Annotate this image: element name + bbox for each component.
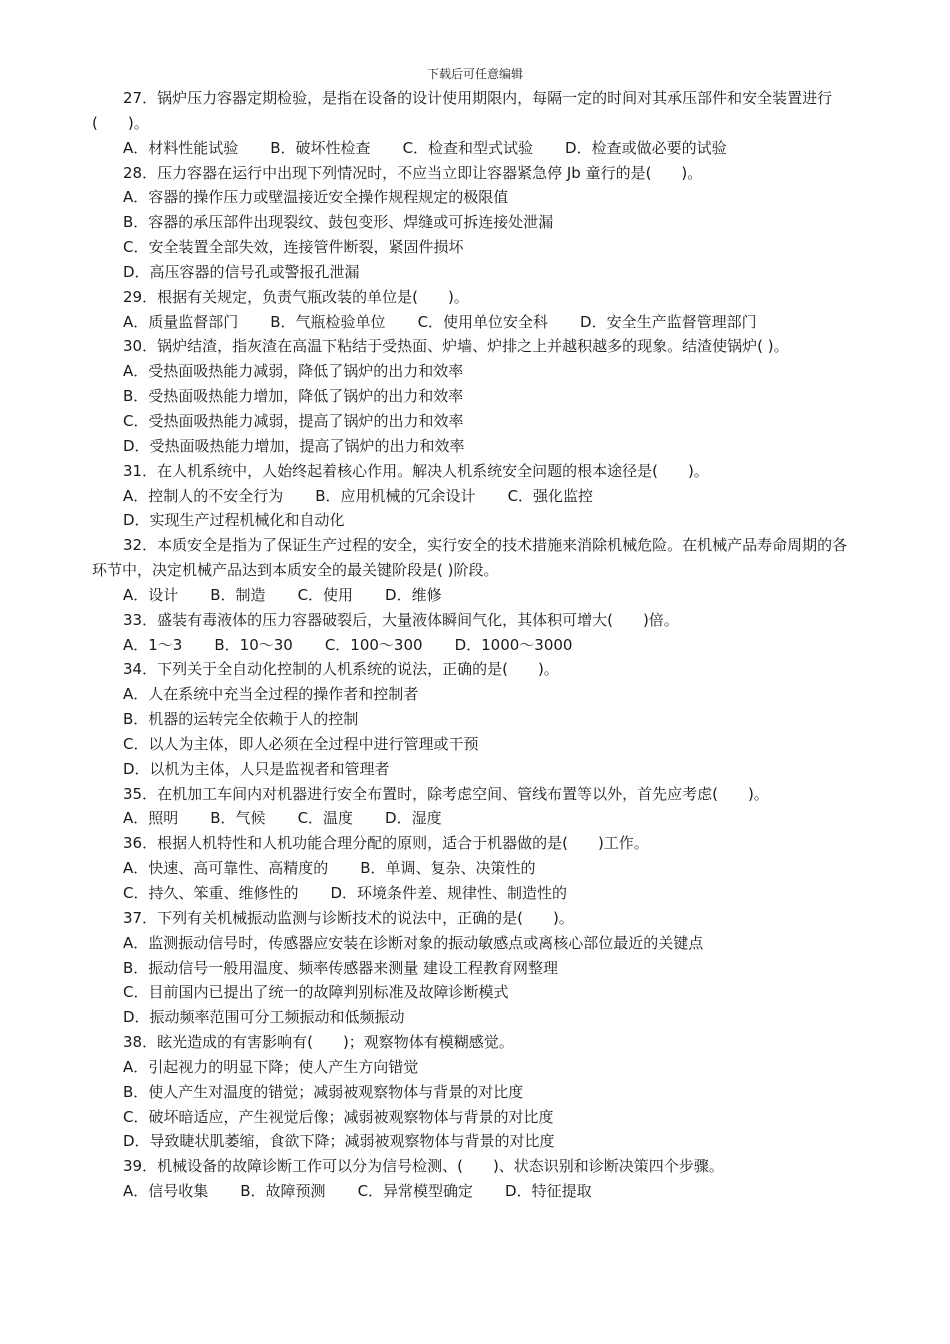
options-line bbox=[92, 384, 862, 409]
answer-option: D．高压容器的信号孔或警报孔泄漏 bbox=[123, 262, 360, 281]
answer-option: C．破坏暗适应，产生视觉后像；减弱被观察物体与背景的对比度 bbox=[123, 1107, 554, 1126]
question-text: 31．在人机系统中，人始终起着核心作用。解决人机系统安全问题的根本途径是( )。 bbox=[123, 461, 709, 480]
answer-option: B．故障预测 bbox=[240, 1182, 326, 1201]
answer-option: D．以机为主体，人只是监视者和管理者 bbox=[123, 759, 390, 778]
question-text: 32．本质安全是指为了保证生产过程的安全，实行安全的技术措施来消除机械危险。在机械产品寿命周期的各环节中，决定机械产品达到本质安全的最关键阶段是( )阶段。 bbox=[92, 536, 848, 580]
options-line bbox=[92, 881, 862, 906]
answer-option: B．受热面吸热能力增加，降低了锅炉的出力和效率 bbox=[123, 387, 464, 406]
options-line bbox=[92, 1105, 862, 1130]
answer-option: B．破坏性检查 bbox=[270, 138, 371, 157]
answer-option: B．单调、复杂、决策性的 bbox=[360, 859, 536, 878]
options-line bbox=[92, 136, 862, 161]
options-line bbox=[92, 210, 862, 235]
options-line bbox=[92, 1005, 862, 1030]
answer-option: A．快速、高可靠性、高精度的 bbox=[123, 859, 329, 878]
answer-option: A．受热面吸热能力减弱，降低了锅炉的出力和效率 bbox=[123, 362, 464, 381]
answer-option: D．安全生产监督管理部门 bbox=[580, 312, 757, 331]
options-line bbox=[92, 956, 862, 981]
question-text: 29．根据有关规定，负责气瓶改装的单位是( )。 bbox=[123, 287, 469, 306]
options-line bbox=[92, 1055, 862, 1080]
answer-option: C．目前国内已提出了统一的故障判别标准及故障诊断模式 bbox=[123, 983, 509, 1002]
answer-option: D．环境条件差、规律性、制造性的 bbox=[330, 884, 568, 902]
answer-option: C．异常模型确定 bbox=[357, 1182, 474, 1201]
options-line bbox=[92, 185, 862, 210]
answer-option: B．10～30 bbox=[214, 635, 293, 654]
answer-option: C．以人为主体，即人必须在全过程中进行管理或干预 bbox=[123, 734, 479, 753]
question-text: 37．下列有关机械振动监测与诊断技术的说法中，正确的是( )。 bbox=[123, 908, 574, 927]
options-line bbox=[92, 508, 862, 533]
answer-option: B．制造 bbox=[210, 585, 266, 604]
question-text: 28．压力容器在运行中出现下列情况时，不应当立即让容器紧急停 Jb 童行的是( )。 bbox=[123, 163, 703, 182]
options-line bbox=[92, 434, 862, 459]
answer-option: C．强化监控 bbox=[507, 486, 594, 505]
options-line bbox=[92, 682, 862, 707]
answer-option: D．1000～3000 bbox=[454, 635, 573, 654]
options-line bbox=[92, 732, 862, 757]
options-line bbox=[92, 1080, 862, 1105]
answer-option: A．容器的操作压力或壁温接近安全操作规程规定的极限值 bbox=[123, 188, 509, 207]
answer-option: A．质量监督部门 bbox=[123, 312, 239, 331]
answer-option: B．应用机械的冗余设计 bbox=[315, 486, 476, 505]
options-line bbox=[92, 633, 862, 658]
answer-option: B．振动信号一般用温度、频率传感器来测量 建设工程教育网整理 bbox=[123, 958, 559, 977]
options-line bbox=[92, 583, 862, 608]
options-line bbox=[92, 757, 862, 782]
answer-option: D．湿度 bbox=[385, 809, 442, 828]
question-text: 39．机械设备的故障诊断工作可以分为信号检测、( )、状态识别和诊断决策四个步骤。 bbox=[123, 1157, 724, 1176]
options-line bbox=[92, 484, 862, 509]
answer-option: A．引起视力的明显下降；使人产生方向错觉 bbox=[123, 1057, 419, 1076]
options-line bbox=[92, 310, 862, 335]
answer-option: D．导致睫状肌萎缩，食欲下降；减弱被观察物体与背景的对比度 bbox=[123, 1132, 555, 1151]
options-line bbox=[92, 1129, 862, 1154]
question-text: 34．下列关于全自动化控制的人机系统的说法，正确的是( )。 bbox=[123, 660, 559, 679]
answer-option: C．安全装置全部失效，连接管件断裂，紧固件损坏 bbox=[123, 238, 464, 257]
options-line bbox=[92, 707, 862, 732]
answer-option: D．检查或做必要的试验 bbox=[565, 138, 727, 157]
answer-option: A．监测振动信号时，传感器应安装在诊断对象的振动敏感点或离核心部位最近的关键点 bbox=[123, 933, 704, 952]
options-line bbox=[92, 931, 862, 956]
answer-option: D．振动频率范围可分工频振动和低频振动 bbox=[123, 1008, 405, 1027]
answer-option: C．温度 bbox=[297, 809, 354, 828]
options-line bbox=[92, 359, 862, 384]
question-text: 30．锅炉结渣，指灰渣在高温下粘结于受热面、炉墙、炉排之上并越积越多的现象。结渣使锅炉( )。 bbox=[123, 337, 789, 356]
answer-option: C．使用单位安全科 bbox=[417, 312, 549, 331]
answer-option: A．1～3 bbox=[123, 635, 183, 654]
answer-option: C．使用 bbox=[297, 585, 354, 604]
options-line bbox=[92, 806, 862, 831]
options-line bbox=[92, 980, 862, 1005]
answer-option: D．维修 bbox=[385, 585, 442, 604]
answer-option: A．材料性能试验 bbox=[123, 138, 239, 157]
answer-option: C．受热面吸热能力减弱，提高了锅炉的出力和效率 bbox=[123, 411, 464, 430]
answer-option: D．特征提取 bbox=[505, 1182, 592, 1201]
question-text: 33．盛装有毒液体的压力容器破裂后，大量液体瞬间气化，其体积可增大( )倍。 bbox=[123, 610, 679, 629]
options-line bbox=[92, 1179, 862, 1204]
answer-option: A．人在系统中充当全过程的操作者和控制者 bbox=[123, 685, 419, 704]
answer-option: C．持久、笨重、维修性的 bbox=[123, 884, 299, 902]
question-text: 35．在机加工车间内对机器进行安全布置时，除考虑空间、管线布置等以外，首先应考虑( )。 bbox=[123, 784, 769, 803]
answer-option: A．控制人的不安全行为 bbox=[123, 486, 284, 505]
answer-option: A．设计 bbox=[123, 585, 179, 604]
answer-option: B．机器的运转完全依赖于人的控制 bbox=[123, 710, 359, 729]
document-body bbox=[92, 86, 862, 1204]
question-text: 27．锅炉压力容器定期检验，是指在设备的设计使用期限内，每隔一定的时间对其承压部件和安全装置进行( )。 bbox=[92, 89, 833, 132]
options-line bbox=[92, 409, 862, 434]
answer-option: B．使人产生对温度的错觉；减弱被观察物体与背景的对比度 bbox=[123, 1082, 524, 1101]
options-line bbox=[92, 260, 862, 285]
question-text: 36．根据人机特性和人机功能合理分配的原则，适合于机器做的是( )工作。 bbox=[123, 834, 649, 853]
answer-option: B．气候 bbox=[210, 809, 266, 828]
answer-option: C．100～300 bbox=[324, 635, 423, 654]
answer-option: B．气瓶检验单位 bbox=[270, 312, 386, 331]
options-line bbox=[92, 856, 862, 881]
answer-option: D．受热面吸热能力增加，提高了锅炉的出力和效率 bbox=[123, 436, 465, 455]
options-line bbox=[92, 235, 862, 260]
page-header: 下载后可任意编辑 bbox=[426, 67, 523, 81]
answer-option: C．检查和型式试验 bbox=[402, 138, 534, 157]
answer-option: D．实现生产过程机械化和自动化 bbox=[123, 511, 345, 530]
answer-option: A．信号收集 bbox=[123, 1182, 209, 1201]
answer-option: A．照明 bbox=[123, 809, 179, 828]
answer-option: B．容器的承压部件出现裂纹、鼓包变形、焊缝或可拆连接处泄漏 bbox=[123, 213, 554, 232]
question-text: 38．眩光造成的有害影响有( )；观察物体有模糊感觉。 bbox=[123, 1033, 514, 1052]
